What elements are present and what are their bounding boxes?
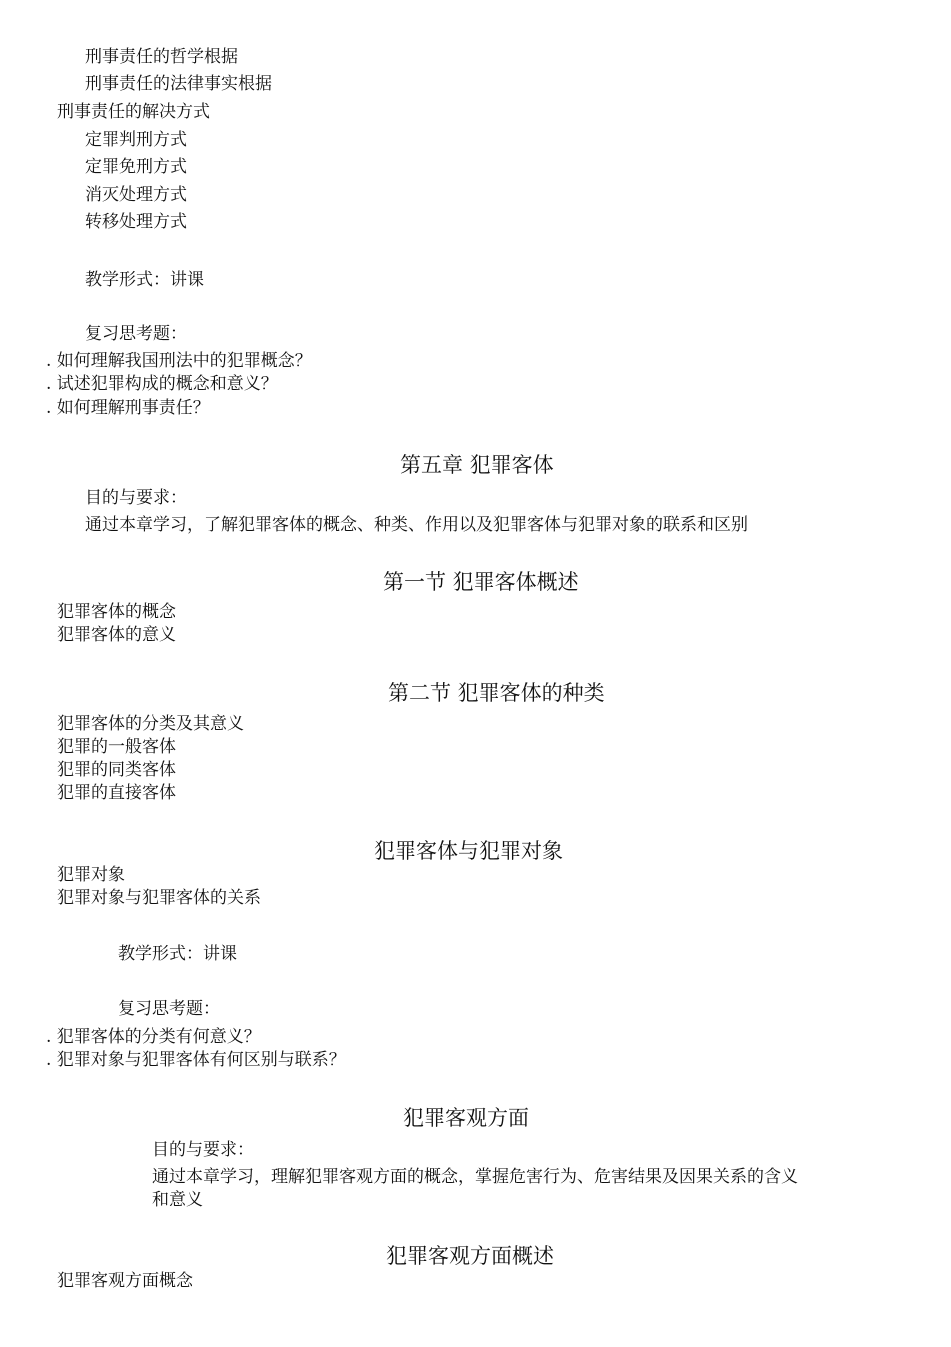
section-item: 犯罪客体的概念 xyxy=(57,602,176,622)
item-legal-fact-basis: 刑事责任的法律事实根据 xyxy=(85,74,272,94)
section-item: 犯罪客体的意义 xyxy=(57,625,176,645)
section-item: 犯罪客体的分类及其意义 xyxy=(57,714,244,734)
question-item: . 如何理解我国刑法中的犯罪概念？ xyxy=(46,351,312,371)
question-item: . 犯罪对象与犯罪客体有何区别与联系？ xyxy=(46,1050,346,1070)
section-item: 犯罪的直接客体 xyxy=(57,783,176,803)
section-item: 犯罪客观方面概念 xyxy=(57,1271,193,1291)
objectives-text: 和意义 xyxy=(152,1190,203,1210)
section-resolution-methods: 刑事责任的解决方式 xyxy=(57,102,210,122)
item-extinction: 消灭处理方式 xyxy=(85,185,187,205)
section-item: 犯罪的同类客体 xyxy=(57,760,176,780)
question-item: . 犯罪客体的分类有何意义？ xyxy=(46,1027,261,1047)
section-item: 犯罪对象 xyxy=(57,865,125,885)
section-heading: 第二节 犯罪客体的种类 xyxy=(388,681,605,705)
section-item: 犯罪的一般客体 xyxy=(57,737,176,757)
item-transfer: 转移处理方式 xyxy=(85,212,187,232)
item-philosophy-basis: 刑事责任的哲学根据 xyxy=(85,47,238,67)
section-heading: 犯罪客观方面概述 xyxy=(386,1244,554,1268)
section-heading: 犯罪客体与犯罪对象 xyxy=(374,839,563,863)
item-conviction-exemption: 定罪免刑方式 xyxy=(85,157,187,177)
teaching-form-label: 教学形式：讲课 xyxy=(118,944,237,964)
item-conviction-sentencing: 定罪判刑方式 xyxy=(85,130,187,150)
chapter-heading: 第五章 犯罪客体 xyxy=(400,453,554,477)
section-item: 犯罪对象与犯罪客体的关系 xyxy=(57,888,261,908)
section-heading: 第一节 犯罪客体概述 xyxy=(383,570,579,594)
chapter-heading: 犯罪客观方面 xyxy=(403,1106,529,1130)
review-questions-label: 复习思考题： xyxy=(118,999,220,1019)
teaching-form-label: 教学形式：讲课 xyxy=(85,270,204,290)
objectives-text: 通过本章学习，了解犯罪客体的概念、种类、作用以及犯罪客体与犯罪对象的联系和区别 xyxy=(85,515,748,535)
objectives-label: 目的与要求： xyxy=(85,488,187,508)
objectives-label: 目的与要求： xyxy=(152,1140,254,1160)
review-questions-label: 复习思考题： xyxy=(85,324,187,344)
question-item: . 试述犯罪构成的概念和意义？ xyxy=(46,374,278,394)
question-item: . 如何理解刑事责任？ xyxy=(46,398,210,418)
objectives-text: 通过本章学习，理解犯罪客观方面的概念，掌握危害行为、危害结果及因果关系的含义 xyxy=(152,1167,798,1187)
